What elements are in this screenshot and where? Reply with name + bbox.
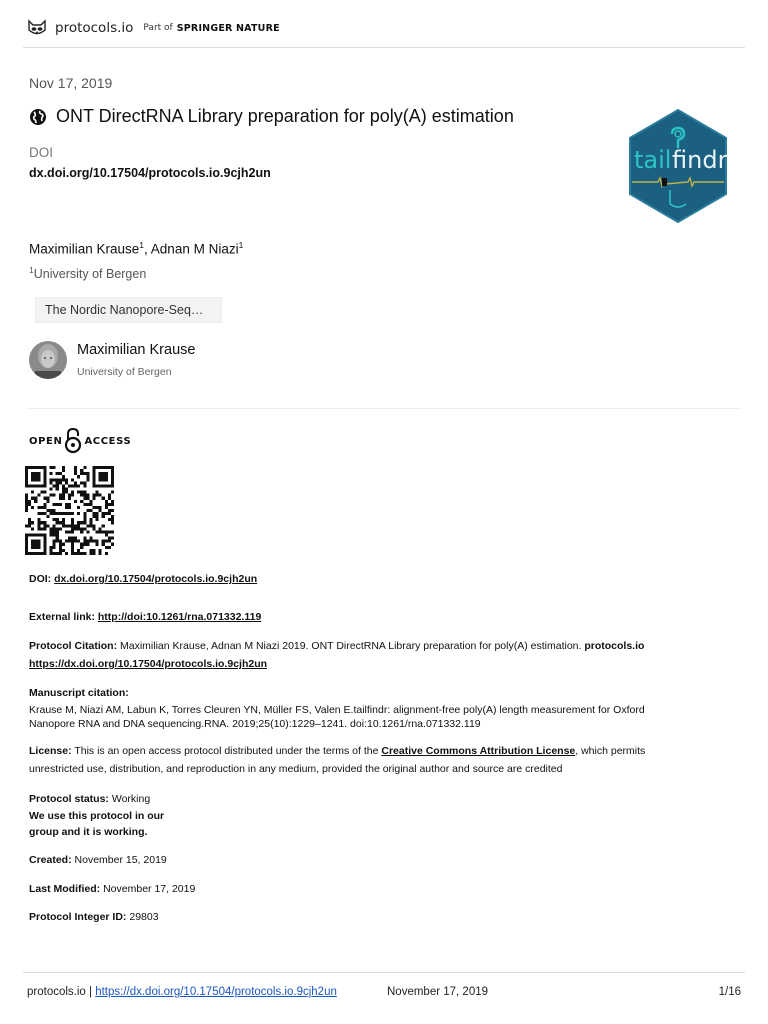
affiliation-sup: 1 [29, 265, 34, 275]
manuscript-label: Manuscript citation: [29, 687, 129, 699]
license-line-2: unrestricted use, distribution, and reproduction in any medium, provided the original author and source are credited [29, 763, 563, 775]
open-lock-icon [64, 428, 82, 454]
author-card-institution: University of Bergen [77, 366, 172, 378]
license-text-2: , which permits [575, 745, 646, 757]
doi-row-link[interactable]: dx.doi.org/10.17504/protocols.io.9cjh2un [54, 573, 258, 585]
manuscript-line-1: Krause M, Niazi AM, Labun K, Torres Cleuren YN, Müller FS, Valen E.tailfindr: alignment-free poly(A) length measurement for Oxford [29, 704, 645, 716]
protocol-title: ONT DirectRNA Library preparation for poly(A) estimation [56, 106, 514, 126]
section-divider [27, 408, 741, 409]
footer-source [27, 986, 337, 998]
integer-id-value: 29803 [129, 911, 159, 923]
manuscript-line-2: Nanopore RNA and DNA sequencing.RNA. 2019;25(10):1229–1241. doi:10.1261/rna.071332.119 [29, 718, 481, 730]
manuscript-citation [29, 703, 741, 731]
author-sup-1: 1 [139, 240, 145, 250]
external-link-row [29, 608, 261, 626]
raccoon-logo-icon [27, 19, 47, 37]
author-card-name[interactable]: Maximilian Krause [77, 342, 196, 358]
doi-value[interactable]: dx.doi.org/10.17504/protocols.io.9cjh2un [29, 166, 271, 180]
integer-id-row [29, 908, 159, 926]
status-label: Protocol status: [29, 793, 109, 805]
author-separator: , [144, 241, 151, 257]
part-of-label: Part of [143, 23, 173, 33]
avatar[interactable] [29, 341, 67, 379]
footer-link[interactable]: https://dx.doi.org/10.17504/protocols.io.9cjh2un [95, 986, 337, 998]
footer-site: protocols.io [27, 986, 86, 998]
license-row [29, 742, 741, 778]
license-link[interactable]: Creative Commons Attribution License [381, 745, 576, 757]
author-name-2[interactable]: Adnan M Niazi [150, 241, 239, 257]
footer-date: November 17, 2019 [387, 986, 489, 998]
author-sup-2: 1 [238, 240, 244, 250]
modified-row [29, 880, 195, 898]
publish-date: Nov 17, 2019 [29, 75, 113, 91]
created-label: Created: [29, 854, 72, 866]
citation-site: protocols.io [584, 640, 645, 652]
logo-word-findr: findr [672, 146, 728, 174]
integer-id-label: Protocol Integer ID: [29, 911, 127, 923]
author-name-1[interactable]: Maximilian Krause [29, 241, 140, 257]
doi-row [29, 570, 257, 588]
springer-nature-logo: SPRINGER NATURE [176, 22, 280, 34]
license-text-1: This is an open access protocol distributed under the terms of the [74, 745, 379, 757]
modified-label: Last Modified: [29, 883, 101, 895]
external-link[interactable]: http://doi:10.1261/rna.071332.119 [97, 611, 262, 623]
footer-separator: | [85, 986, 96, 998]
globe-icon [29, 108, 47, 126]
manuscript-label-row [29, 684, 129, 702]
title-row [29, 106, 514, 127]
doi-label: DOI [29, 145, 54, 160]
open-access-access: ACCESS [84, 435, 132, 447]
created-value: November 15, 2019 [74, 854, 167, 866]
external-link-label: External link: [29, 611, 95, 623]
citation-label: Protocol Citation: [29, 640, 118, 652]
citation-row [29, 637, 741, 673]
status-note-line-2: group and it is working. [29, 826, 148, 838]
site-header [27, 16, 280, 40]
tailfindr-logo [628, 108, 728, 224]
page-number: 1/16 [718, 986, 741, 998]
open-access-open: OPEN [29, 435, 63, 447]
group-tag[interactable]: The Nordic Nanopore-Seq… [35, 297, 222, 323]
citation-text: Maximilian Krause, Adnan M Niazi 2019. ONT DirectRNA Library preparation for poly(A) estimation. [120, 640, 582, 652]
created-row [29, 851, 167, 869]
brand-name[interactable]: protocols.io [55, 20, 134, 36]
header-divider [23, 47, 745, 48]
status-note-line-1: We use this protocol in our [29, 810, 165, 822]
affiliation [29, 265, 146, 281]
status-note [29, 808, 164, 840]
status-value: Working [111, 793, 151, 805]
logo-word-tail: tail [634, 146, 672, 174]
affiliation-text: University of Bergen [33, 267, 147, 282]
author-list [29, 240, 243, 257]
citation-link[interactable]: https://dx.doi.org/10.17504/protocols.io.9cjh2un [29, 658, 268, 670]
status-row [29, 790, 150, 808]
qr-code [25, 465, 114, 556]
open-access-badge [29, 428, 131, 454]
footer-divider [23, 972, 745, 973]
doi-row-label: DOI: [29, 573, 52, 585]
license-label: License: [29, 745, 72, 757]
modified-value: November 17, 2019 [103, 883, 196, 895]
